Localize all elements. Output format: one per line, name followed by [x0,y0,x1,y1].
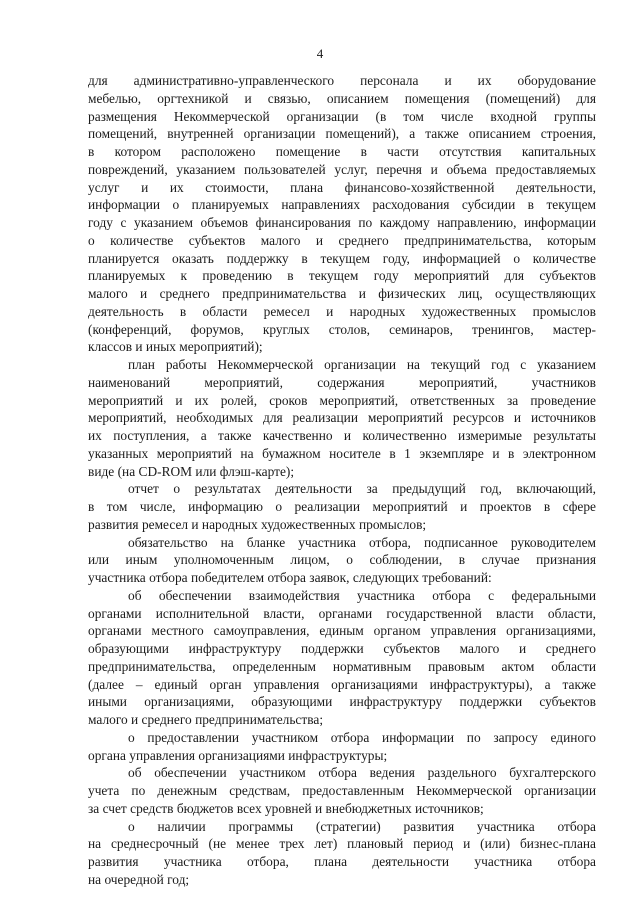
text-line: развития ремесел и народных художественных промыслов; [88,516,427,532]
text-line: план работы Некоммерческой организации на текущий год с указанием [128,357,596,372]
document-body [88,72,596,889]
text-line: о количестве субъектов малого и среднего предпринимательства, которым [88,232,596,248]
text-line: иными организациями, образующими инфраструктуру поддержки субъектов [88,694,596,710]
text-line: наименований мероприятий, содержания мероприятий, участников [88,374,596,390]
text-line: размещения Некоммерческой организации (в том числе входной группы [88,108,596,124]
text-line: отчет о результатах деятельности за предыдущий год, включающий, [128,481,596,497]
text-line: участника отбора победителем отбора заявок, следующих требований: [88,570,492,585]
text-line: об обеспечении взаимодействия участника отбора с федеральными [128,587,596,603]
text-line: мероприятий, необходимых для реализации мероприятий ресурсов и источников [88,410,596,426]
text-line: виде (на CD-ROM или флэш-карте); [88,463,295,479]
paragraph [88,729,596,765]
page-number: 4 [316,46,324,61]
text-line: об обеспечении участником отбора ведения раздельного бухгалтерского [128,765,596,781]
text-line: мебелью, оргтехникой и связью, описанием помещения (помещений) для [88,90,596,106]
text-line: или иным уполномоченным лицом, о соблюдении, в случае признания [88,552,596,568]
paragraph [88,818,596,889]
text-line: малого и среднего предпринимательства и физических лиц, осуществляющих [88,286,596,301]
text-line: информации о планируемых направлениях расходования субсидии в текущем [88,197,596,213]
text-line: в котором расположено помещение в части отсутствия капитальных [88,144,596,159]
text-line: их поступления, а также качественно и количественно измеримые результаты [88,428,596,443]
text-line: малого и среднего предпринимательства; [88,712,324,727]
text-line: органами местного самоуправления, единым органом управления организациями, [88,623,596,639]
text-line: на среднесрочный (не менее трех лет) плановый период и (или) бизнес-плана [88,836,596,852]
text-line: (конференций, форумов, круглых столов, семинаров, тренингов, мастер- [88,321,596,337]
paragraph [88,587,596,729]
text-line: предпринимательства, определенным нормативным правовым актом области [88,658,596,674]
text-line: учета по денежным средствам, предоставленным Некоммерческой организации [88,783,596,798]
text-line: за счет средств бюджетов всех уровней и внебюджетных источников; [88,800,484,816]
text-line: органа управления организациями инфраструктуры; [88,747,388,763]
paragraph [88,356,596,480]
text-line: планируемых к проведению в текущем году мероприятий для субъектов [88,268,596,284]
text-line: о наличии программы (стратегии) развития участника отбора [128,818,596,834]
text-line: году с указанием объемов финансирования по каждому направлению, информации [88,215,596,230]
paragraph [88,72,596,356]
text-line: о предоставлении участником отбора информации по запросу единого [128,729,596,745]
text-line: (далее – единый орган управления организациями инфраструктуры), а также [88,676,596,692]
text-line: образующими инфраструктуру поддержки субъектов малого и среднего [88,641,596,656]
text-line: планируется оказать поддержку в текущем году, информацией о количестве [88,250,596,266]
text-line: мероприятий и их ролей, сроков мероприятий, ответственных за проведение [88,392,596,408]
text-line: на очередной год; [88,871,190,887]
text-line: развития участника отбора, плана деятельности участника отбора [88,854,596,869]
text-line: деятельность в области ремесел и народных художественных промыслов [88,303,596,319]
text-line: классов и иных мероприятий); [88,339,263,355]
paragraph [88,534,596,587]
paragraph [88,480,596,533]
text-line: услуг и их стоимости, плана финансово-хозяйственной деятельности, [88,179,596,195]
text-line: органами исполнительной власти, органами государственной власти области, [88,605,596,621]
text-line: помещений, внутренней организации помещений), а также описанием строения, [88,126,596,142]
text-line: повреждений, указанием пользователей услуг, перечня и объема предоставляемых [88,161,596,177]
text-line: указанных мероприятий на бумажном носителе в 1 экземпляре и в электронном [88,445,596,461]
text-line: в том числе, информацию о реализации мероприятий и проектов в сфере [88,499,596,514]
text-line: обязательство на бланке участника отбора, подписанное руководителем [128,534,596,550]
text-line: для административно-управленческого персонала и их оборудование [88,73,596,88]
paragraph [88,764,596,817]
